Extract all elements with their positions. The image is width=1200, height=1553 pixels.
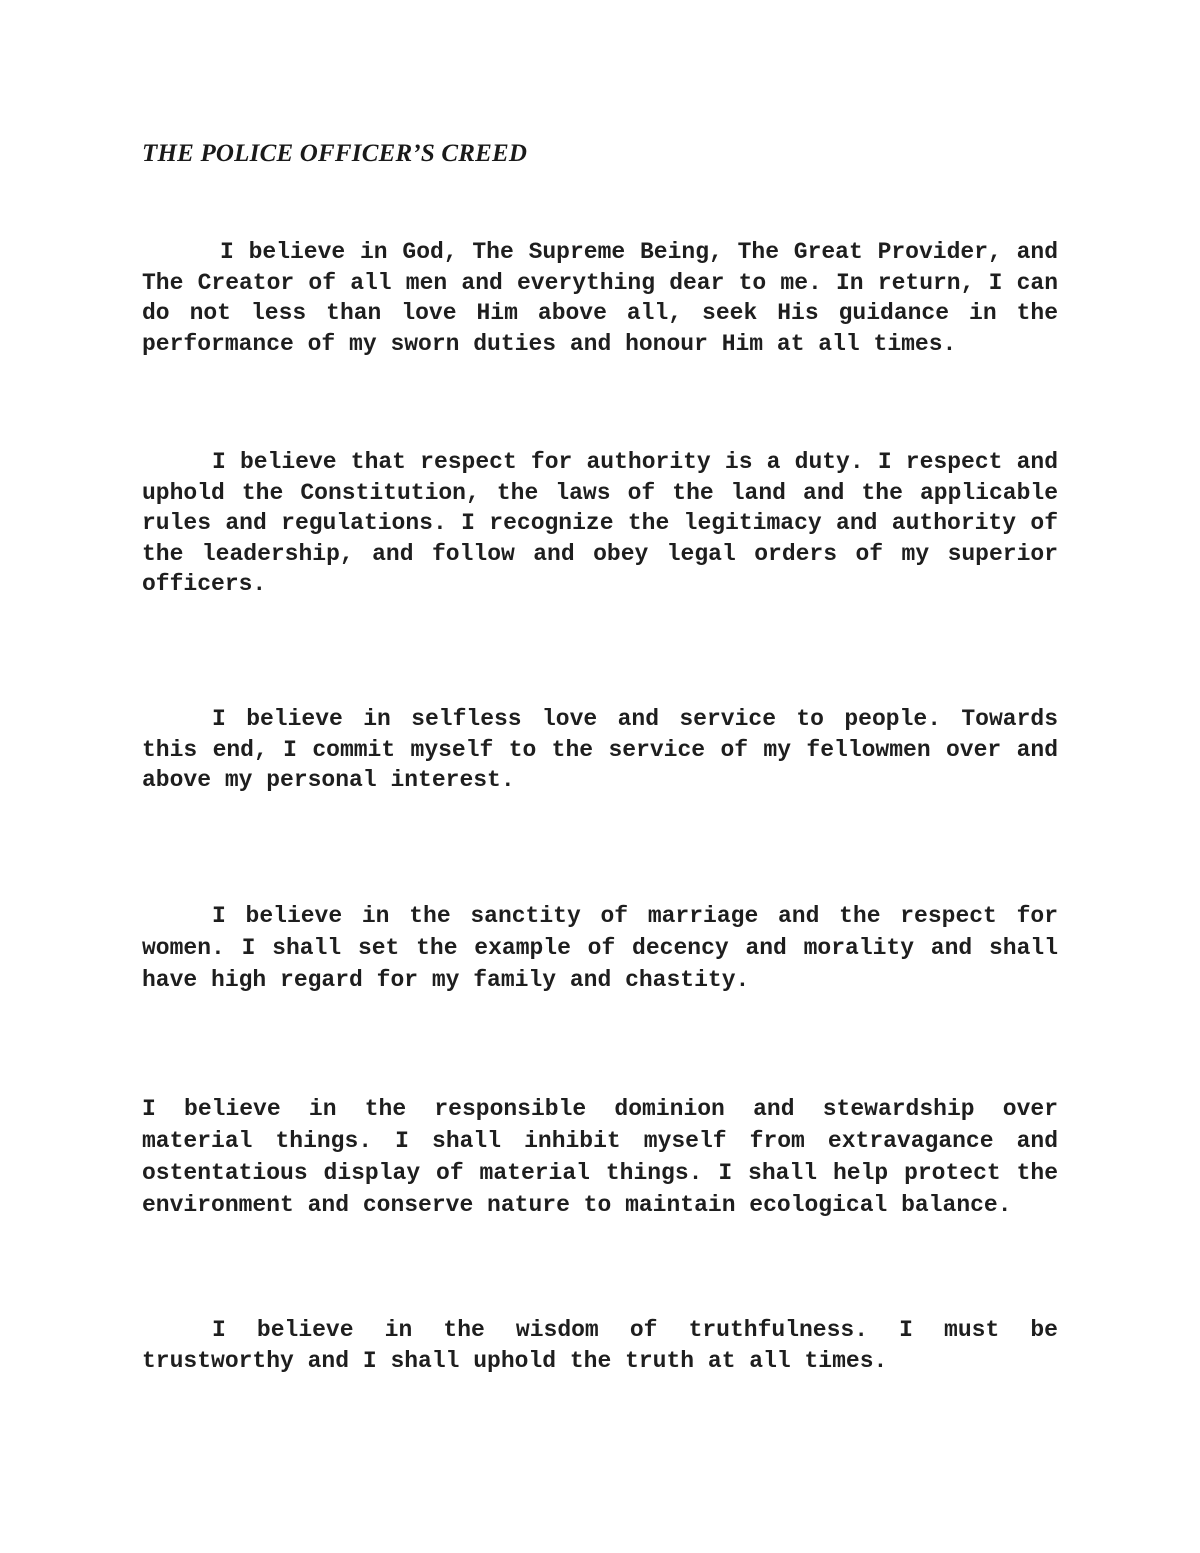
creed-paragraph-truthfulness: I believe in the wisdom of truthfulness. I must be trustworthy and I shall uphold the truth at all times. bbox=[142, 1317, 1058, 1374]
creed-paragraph-stewardship: I believe in the responsible dominion and stewardship over material things. I shall inhibit myself from extravagance and ostentatious display of material things. I shall help protect the environment and conserve nature to maintain ecological balance. bbox=[142, 1096, 1058, 1218]
creed-paragraph-service: I believe in selfless love and service to people. Towards this end, I commit myself to the service of my fellowmen over and above my personal interest. bbox=[142, 706, 1058, 793]
creed-paragraph-authority: I believe that respect for authority is a duty. I respect and uphold the Constitution, the laws of the land and the applicable rules and regulations. I recognize the legitimacy and authority of the leadership, and follow and obey legal orders of my superior officers. bbox=[142, 449, 1058, 597]
creed-paragraph-god: I believe in God, The Supreme Being, The Great Provider, and The Creator of all men and everything dear to me. In return, I can do not less than love Him above all, seek His guidance in the performance of my sworn duties and honour Him at all times. bbox=[142, 239, 1058, 357]
document-title: THE POLICE OFFICER’S CREED bbox=[142, 140, 528, 167]
creed-paragraph-marriage: I believe in the sanctity of marriage and the respect for women. I shall set the example of decency and morality and shall have high regard for my family and chastity. bbox=[142, 903, 1058, 993]
